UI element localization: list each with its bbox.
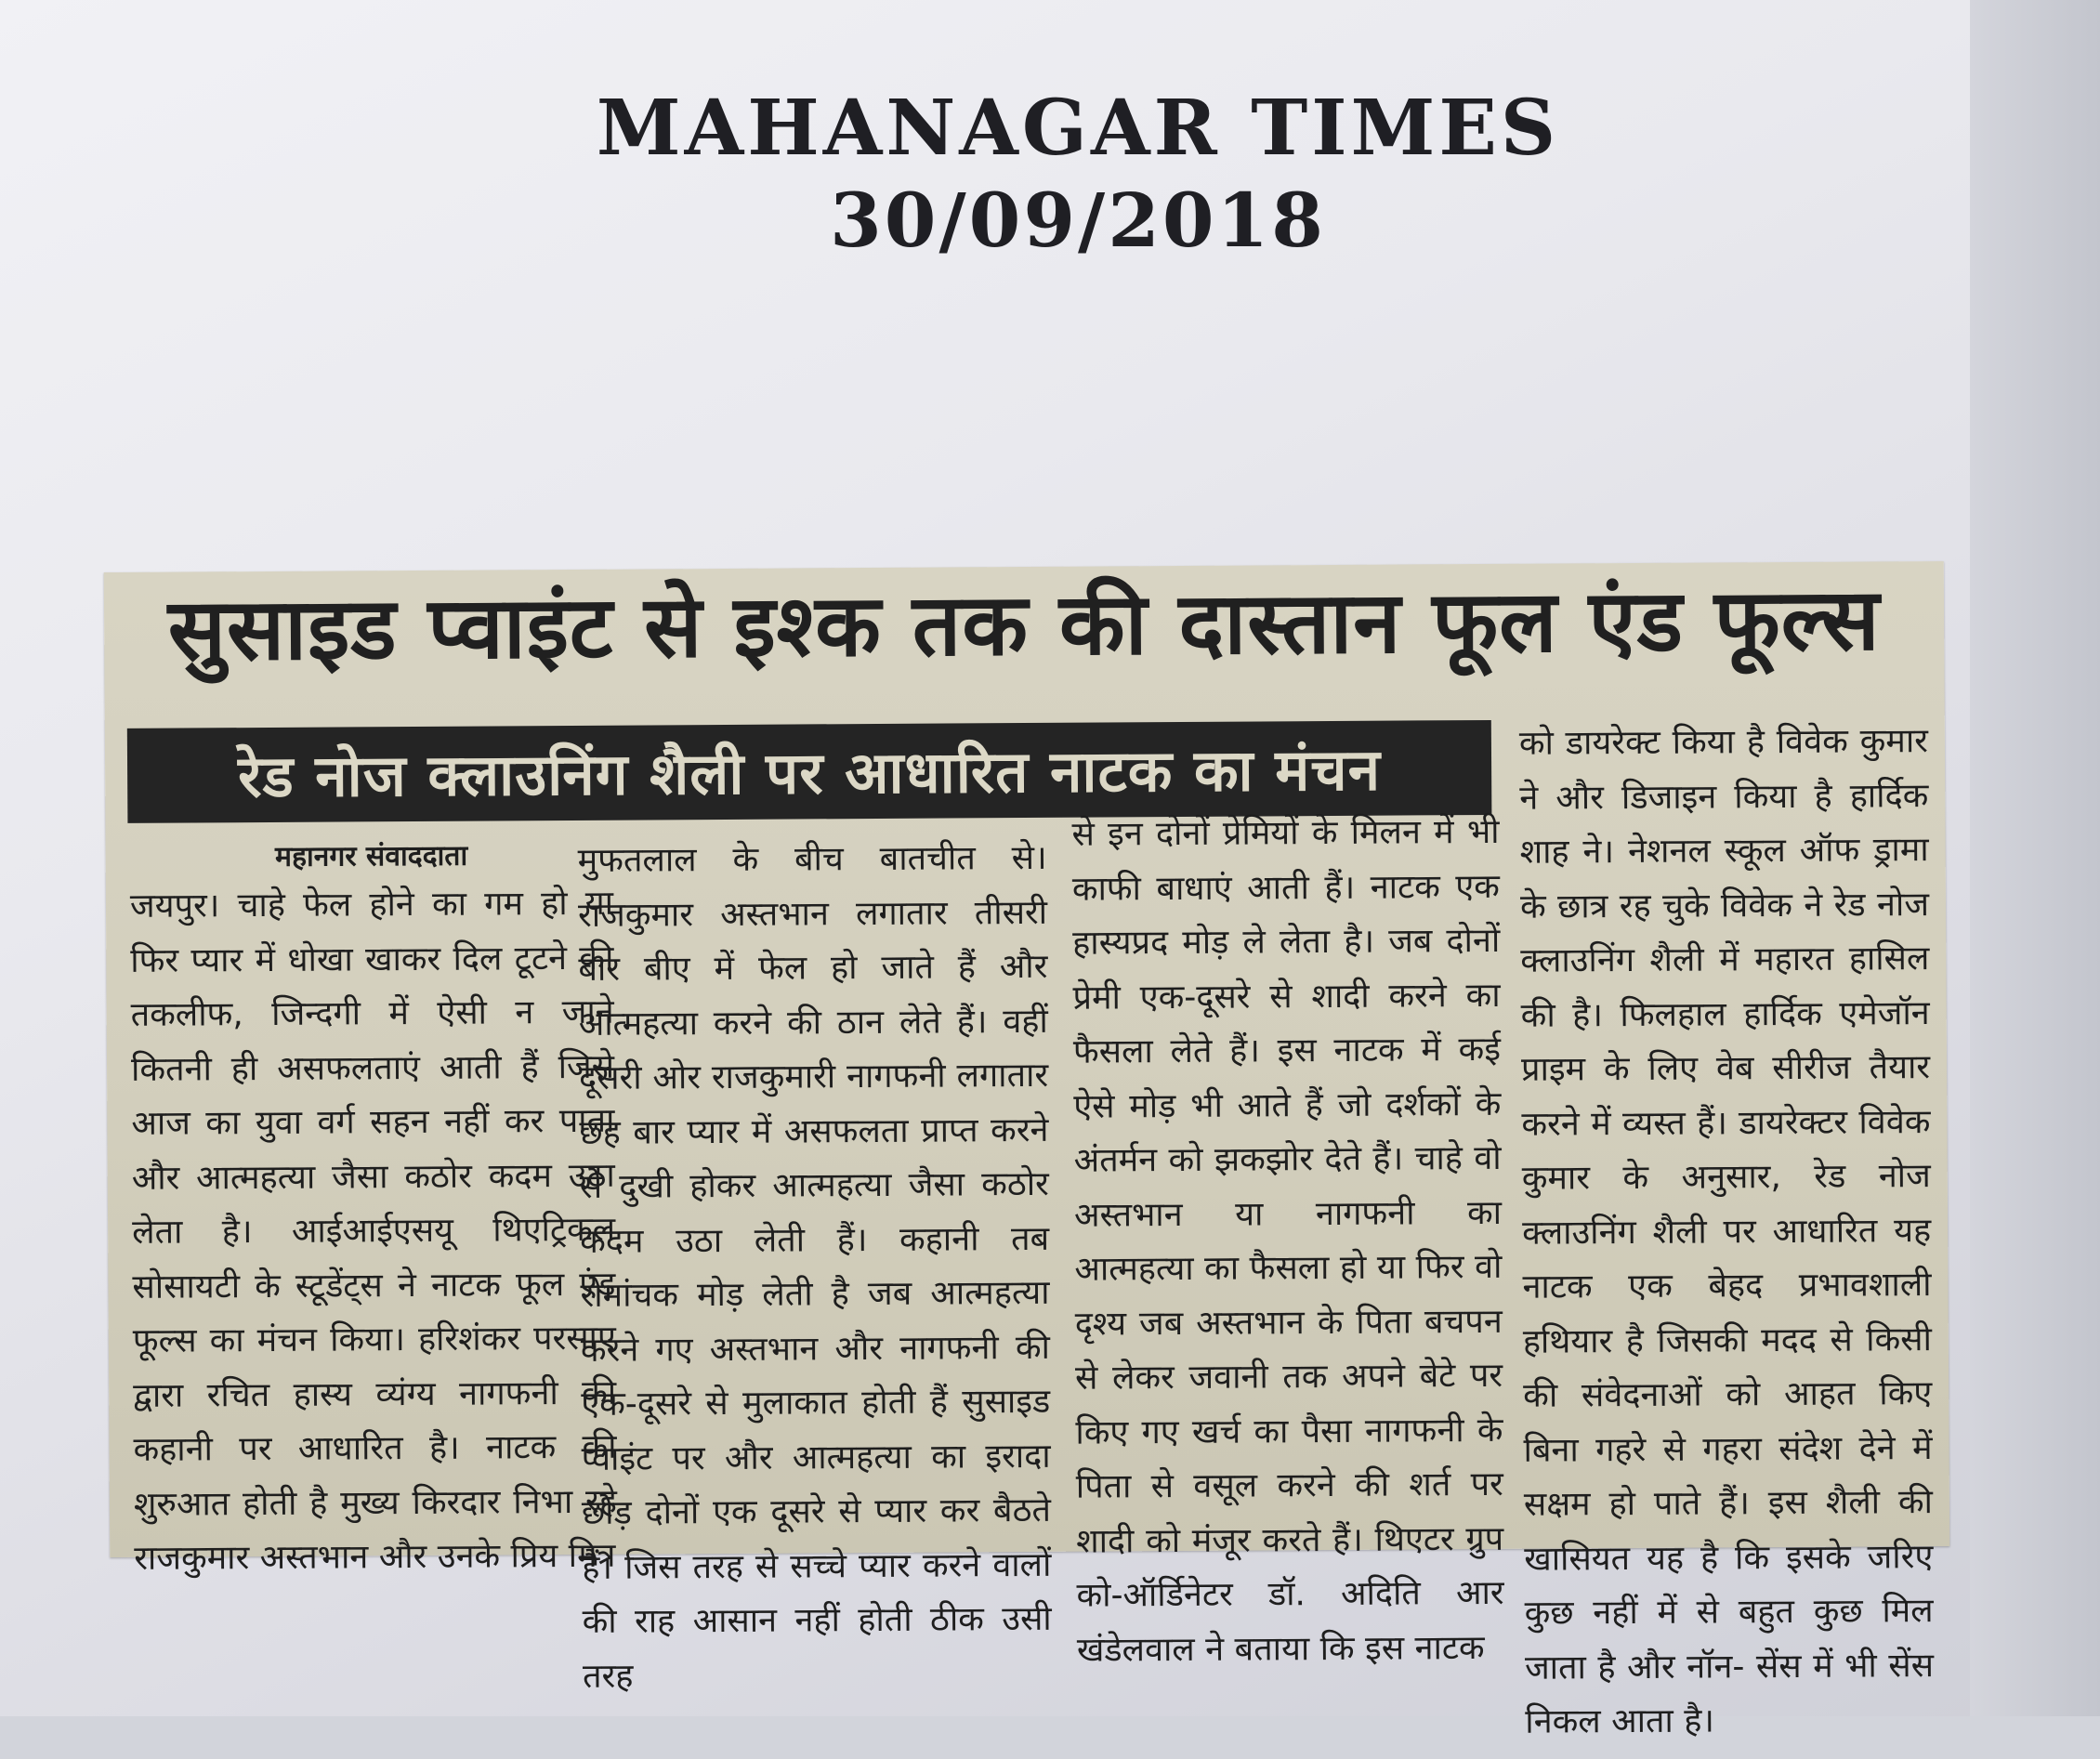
column-4-text: को डायरेक्ट किया है विवेक कुमार ने और डिजाइन किया है हार्दिक शाह ने। नेशनल स्कूल ऑफ ड्रामा के छात्र रह चुके विवेक ने रेड नोज क्लाउनिंग शैली में महारत हासिल की है। फिलहाल हार्दिक एमेजॉन प्राइम के लिए वेब सीरीज तैयार करने में व्यस्त हैं। डायरेक्टर विवेक कुमार के अनुसार, रेड नोज क्लाउनिंग शैली पर आधारित यह नाटक एक बेहद प्रभावशाली हथियार है जिसकी मदद से किसी की संवेदनाओं को आहत किए बिना गहरे से गहरा संदेश देने में सक्षम हो पाते हैं। इस शैली की खासियत यह है कि इसके जरिए कुछ नहीं में से बहुत कुछ मिल जाता है और नॉन- सेंस में भी सेंस निकल आता है। [1518, 722, 1935, 1741]
article-column-4 [1519, 715, 1935, 1750]
article-column-1 [130, 834, 618, 1587]
article-headline: सुसाइड प्वाइंट से इश्क तक की दास्तान फूल एंड फूल्स [167, 570, 1881, 680]
column-3-text: से इन दोनों प्रेमियों के मिलन में भी काफी बाधाएं आती हैं। नाटक एक हास्यप्रद मोड़ ले लेता है। जब दोनों प्रेमी एक-दूसरे से शादी करने का फैसला लेते हैं। इस नाटक में कई ऐसे मोड़ भी आते हैं जो दर्शकों के अंतर्मन को झकझोर देते हैं। चाहे वो अस्तभान या नागफनी का आत्महत्या का फैसला हो या फिर वो दृश्य जब अस्तभान के पिता बचपन से लेकर जवानी तक अपने बेटे पर किए गए खर्च का पैसा नागफनी के पिता से वसूल करने की शर्त पर शादी को मंजूर करते हैं। थिएटर ग्रुप को-ऑर्डिनेटर डॉ. अदिति आर खंडेलवाल ने बताया कि इस नाटक [1071, 812, 1504, 1670]
article-column-2 [578, 832, 1053, 1704]
background-surface [1970, 0, 2100, 1716]
newspaper-clipping [104, 561, 1949, 1741]
column-2-text: मुफतलाल के बीच बातचीत से। राजकुमार अस्तभान लगातार तीसरी बार बीए में फेल हो जाते हैं और आत्महत्या करने की ठान लेते हैं। वहीं दूसरी ओर राजकुमारी नागफनी लगातार छह बार प्यार में असफलता प्राप्त करने से दुखी होकर आत्महत्या जैसा कठोर कदम उठा लेती हैं। कहानी तब रोमांचक मोड़ लेती है जब आत्महत्या करने गए अस्तभान और नागफनी की एक-दूसरे से मुलाकात होती हैं सुसाइड प्वाइंट पर और आत्महत्या का इरादा छोड़ दोनों एक दूसरे से प्यार कर बैठते हैं। जिस तरह से सच्चे प्यार करने वालों की राह आसान नहीं होती ठीक उसी तरह [577, 838, 1052, 1696]
article-subheadline: रेड नोज क्लाउनिंग शैली पर आधारित नाटक का मंचन [237, 735, 1382, 811]
column-1-text: जयपुर। चाहे फेल होने का गम हो या फिर प्यार में धोखा खाकर दिल टूटने की तकलीफ, जिन्दगी में ऐसी न जाने कितनी ही असफलताएं आती हैं जिसे आज का युवा वर्ग सहन नहीं कर पाता और आत्महत्या जैसा कठोर कदम उठा लेता है। आईआईएसयू थिएट्रिकल सोसायटी के स्टूडेंट्स ने नाटक फूल एंड फूल्स का मंचन किया। हरिशंकर परसाए द्वारा रचित हास्य व्यंग्य नागफनी की कहानी पर आधारित है। नाटक की शुरुआत होती है मुख्य किरदार निभा रहे राजकुमार अस्तभान और उनके प्रिय मित्र [129, 884, 618, 1578]
masthead [520, 84, 1635, 265]
publication-date: 30/09/2018 [830, 177, 1326, 265]
newspaper-name: MAHANAGAR TIMES [596, 84, 1560, 173]
article-column-3 [1071, 806, 1504, 1678]
byline: महानगर संवाददाता [274, 839, 468, 873]
